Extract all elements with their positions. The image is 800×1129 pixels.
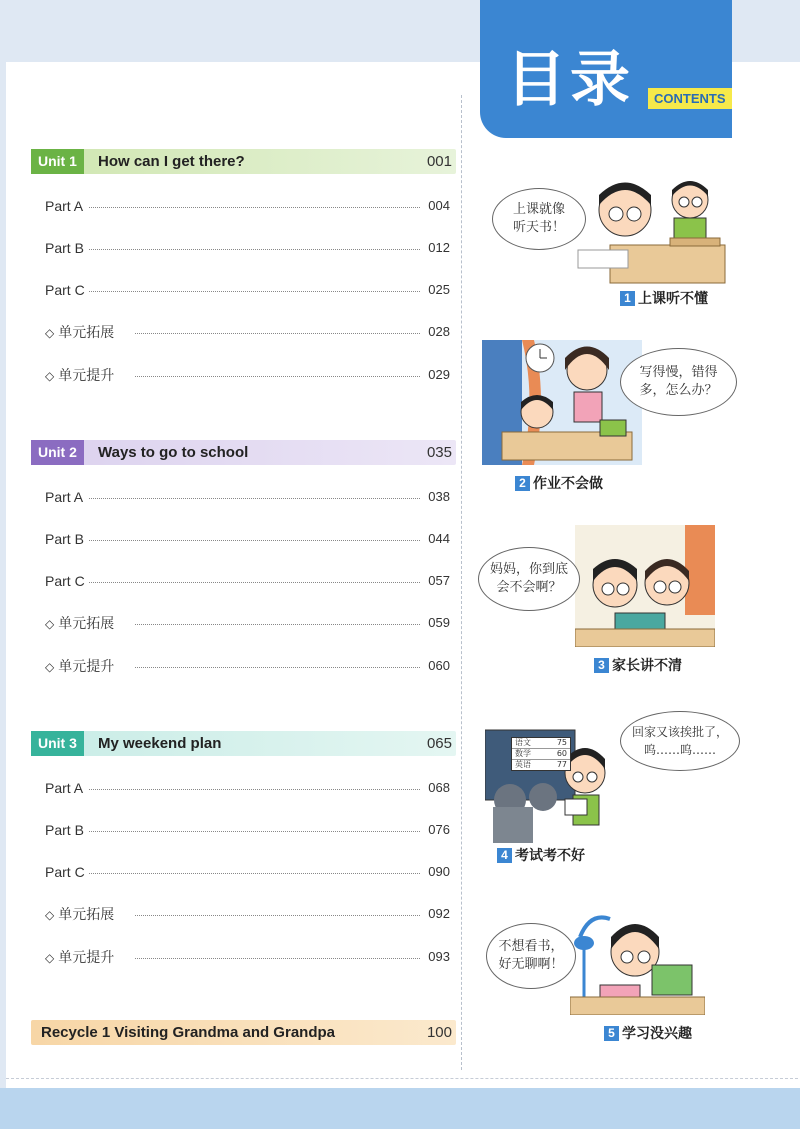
panel-number: 4 <box>497 848 512 863</box>
entry-page: 038 <box>428 489 450 504</box>
entry-label: ◇ 单元提升 <box>45 365 118 386</box>
unit-page: 065 <box>426 735 452 752</box>
bottom-band <box>0 1088 800 1129</box>
entry-label: ◇ 单元提升 <box>45 656 118 677</box>
entry-label: ◇ 单元拓展 <box>45 613 118 634</box>
recycle-title: Recycle 1 Visiting Grandma and Grandpa <box>41 1024 335 1041</box>
subject: 数学 <box>515 749 531 758</box>
panel-caption <box>604 1023 692 1043</box>
unit-page: 001 <box>426 153 452 170</box>
contents-title-tab <box>480 0 732 138</box>
entry-label: Part C <box>45 280 89 300</box>
entry-label: Part A <box>45 778 87 798</box>
leader-dots <box>89 249 420 250</box>
caption-text: 考试考不好 <box>515 848 585 864</box>
toc-entry[interactable] <box>45 487 450 507</box>
report-row <box>512 738 570 749</box>
bubble-line: 回家又该挨批了， <box>631 725 728 739</box>
unit-2-header[interactable] <box>31 440 456 465</box>
entry-label: ◇ 单元拓展 <box>45 904 118 925</box>
illustration-bored <box>570 907 705 1015</box>
entry-page: 012 <box>428 240 450 255</box>
report-row <box>512 760 570 770</box>
toc-entry[interactable] <box>45 656 450 676</box>
leader-dots <box>89 582 420 583</box>
panel-caption <box>594 655 682 675</box>
leader-dots <box>89 873 420 874</box>
unit-tag: Unit 1 <box>31 149 84 174</box>
unit-tag: Unit 2 <box>31 440 84 465</box>
page-title: 目录 <box>506 45 634 115</box>
caption-text: 作业不会做 <box>533 476 603 492</box>
entry-page: 093 <box>428 949 450 964</box>
entry-page: 092 <box>428 906 450 921</box>
score: 60 <box>556 749 567 758</box>
toc-entry[interactable] <box>45 778 450 798</box>
entry-page: 029 <box>428 367 450 382</box>
leader-dots <box>89 789 420 790</box>
leader-dots <box>89 291 420 292</box>
illustration-homework <box>482 340 642 465</box>
score: 75 <box>556 738 567 747</box>
toc-entry[interactable] <box>45 238 450 258</box>
toc-entry[interactable] <box>45 820 450 840</box>
leader-dots <box>135 333 420 334</box>
report-card <box>511 737 571 771</box>
speech-bubble <box>620 348 737 416</box>
entry-label: ◇ 单元提升 <box>45 947 118 968</box>
unit-title: How can I get there? <box>98 153 245 170</box>
recycle-page: 100 <box>426 1024 452 1041</box>
speech-bubble <box>620 711 740 771</box>
toc-entry[interactable] <box>45 280 450 300</box>
report-row <box>512 749 570 760</box>
unit-3-header[interactable] <box>31 731 456 756</box>
bubble-line: 写得慢，错得 <box>639 365 718 380</box>
panel-5 <box>470 905 790 1045</box>
speech-bubble <box>492 188 586 250</box>
toc-entry[interactable] <box>45 571 450 591</box>
entry-label: Part B <box>45 820 88 840</box>
unit-tag: Unit 3 <box>31 731 84 756</box>
toc-entry[interactable] <box>45 529 450 549</box>
entry-label: Part C <box>45 571 89 591</box>
panel-caption <box>620 288 708 308</box>
entry-label: Part B <box>45 529 88 549</box>
panel-2 <box>470 340 790 495</box>
unit-title: Ways to go to school <box>98 444 249 461</box>
entry-page: 076 <box>428 822 450 837</box>
panel-3 <box>470 525 790 675</box>
bubble-line: 呜……呜…… <box>643 743 716 757</box>
unit-1-header[interactable] <box>31 149 456 174</box>
leader-dots <box>135 958 420 959</box>
bubble-line: 听天书！ <box>512 220 565 235</box>
entry-page: 028 <box>428 324 450 339</box>
toc-entry[interactable] <box>45 862 450 882</box>
column-divider <box>461 95 462 1070</box>
toc-entry[interactable] <box>45 613 450 633</box>
unit-title: My weekend plan <box>98 735 222 752</box>
bubble-line: 会不会啊？ <box>496 580 562 595</box>
leader-dots <box>89 207 420 208</box>
caption-text: 上课听不懂 <box>638 291 708 307</box>
panel-4 <box>470 705 790 870</box>
panel-caption <box>515 473 603 493</box>
leader-dots <box>135 624 420 625</box>
entry-label: ◇ 单元拓展 <box>45 322 118 343</box>
entry-label: Part A <box>45 196 87 216</box>
unit-page: 035 <box>426 444 452 461</box>
panel-1 <box>470 160 790 310</box>
bubble-line: 上课就像 <box>512 202 565 217</box>
bottom-rule <box>6 1078 798 1079</box>
recycle-1-header[interactable] <box>31 1020 456 1045</box>
entry-page: 059 <box>428 615 450 630</box>
panel-number: 2 <box>515 476 530 491</box>
entry-page: 004 <box>428 198 450 213</box>
entry-page: 068 <box>428 780 450 795</box>
entry-page: 025 <box>428 282 450 297</box>
leader-dots <box>135 376 420 377</box>
entry-label: Part A <box>45 487 87 507</box>
leader-dots <box>135 667 420 668</box>
bubble-line: 妈妈，你到底 <box>489 562 568 577</box>
leader-dots <box>89 831 420 832</box>
score: 77 <box>556 760 567 769</box>
subject: 语文 <box>515 738 531 747</box>
caption-text: 学习没兴趣 <box>622 1026 692 1042</box>
entry-page: 057 <box>428 573 450 588</box>
panel-number: 5 <box>604 1026 619 1041</box>
toc-entry[interactable] <box>45 196 450 216</box>
speech-bubble <box>486 923 576 989</box>
panel-caption <box>497 845 585 865</box>
leader-dots <box>89 498 420 499</box>
subject: 英语 <box>515 760 531 769</box>
entry-page: 060 <box>428 658 450 673</box>
panel-number: 3 <box>594 658 609 673</box>
entry-page: 090 <box>428 864 450 879</box>
toc-entry[interactable] <box>45 904 450 924</box>
entry-label: Part B <box>45 238 88 258</box>
entry-page: 044 <box>428 531 450 546</box>
bubble-line: 多，怎么办？ <box>639 383 718 398</box>
leader-dots <box>135 915 420 916</box>
contents-badge: CONTENTS <box>648 88 732 109</box>
illustration-classroom <box>570 170 740 285</box>
speech-bubble <box>478 547 580 611</box>
entry-label: Part C <box>45 862 89 882</box>
toc-entry[interactable] <box>45 365 450 385</box>
panel-number: 1 <box>620 291 635 306</box>
illustration-parent-help <box>575 525 715 647</box>
bubble-line: 好无聊啊！ <box>498 957 564 972</box>
bubble-line: 不想看书， <box>498 939 564 954</box>
leader-dots <box>89 540 420 541</box>
toc-entry[interactable] <box>45 322 450 342</box>
caption-text: 家长讲不清 <box>612 658 682 674</box>
toc-entry[interactable] <box>45 947 450 967</box>
